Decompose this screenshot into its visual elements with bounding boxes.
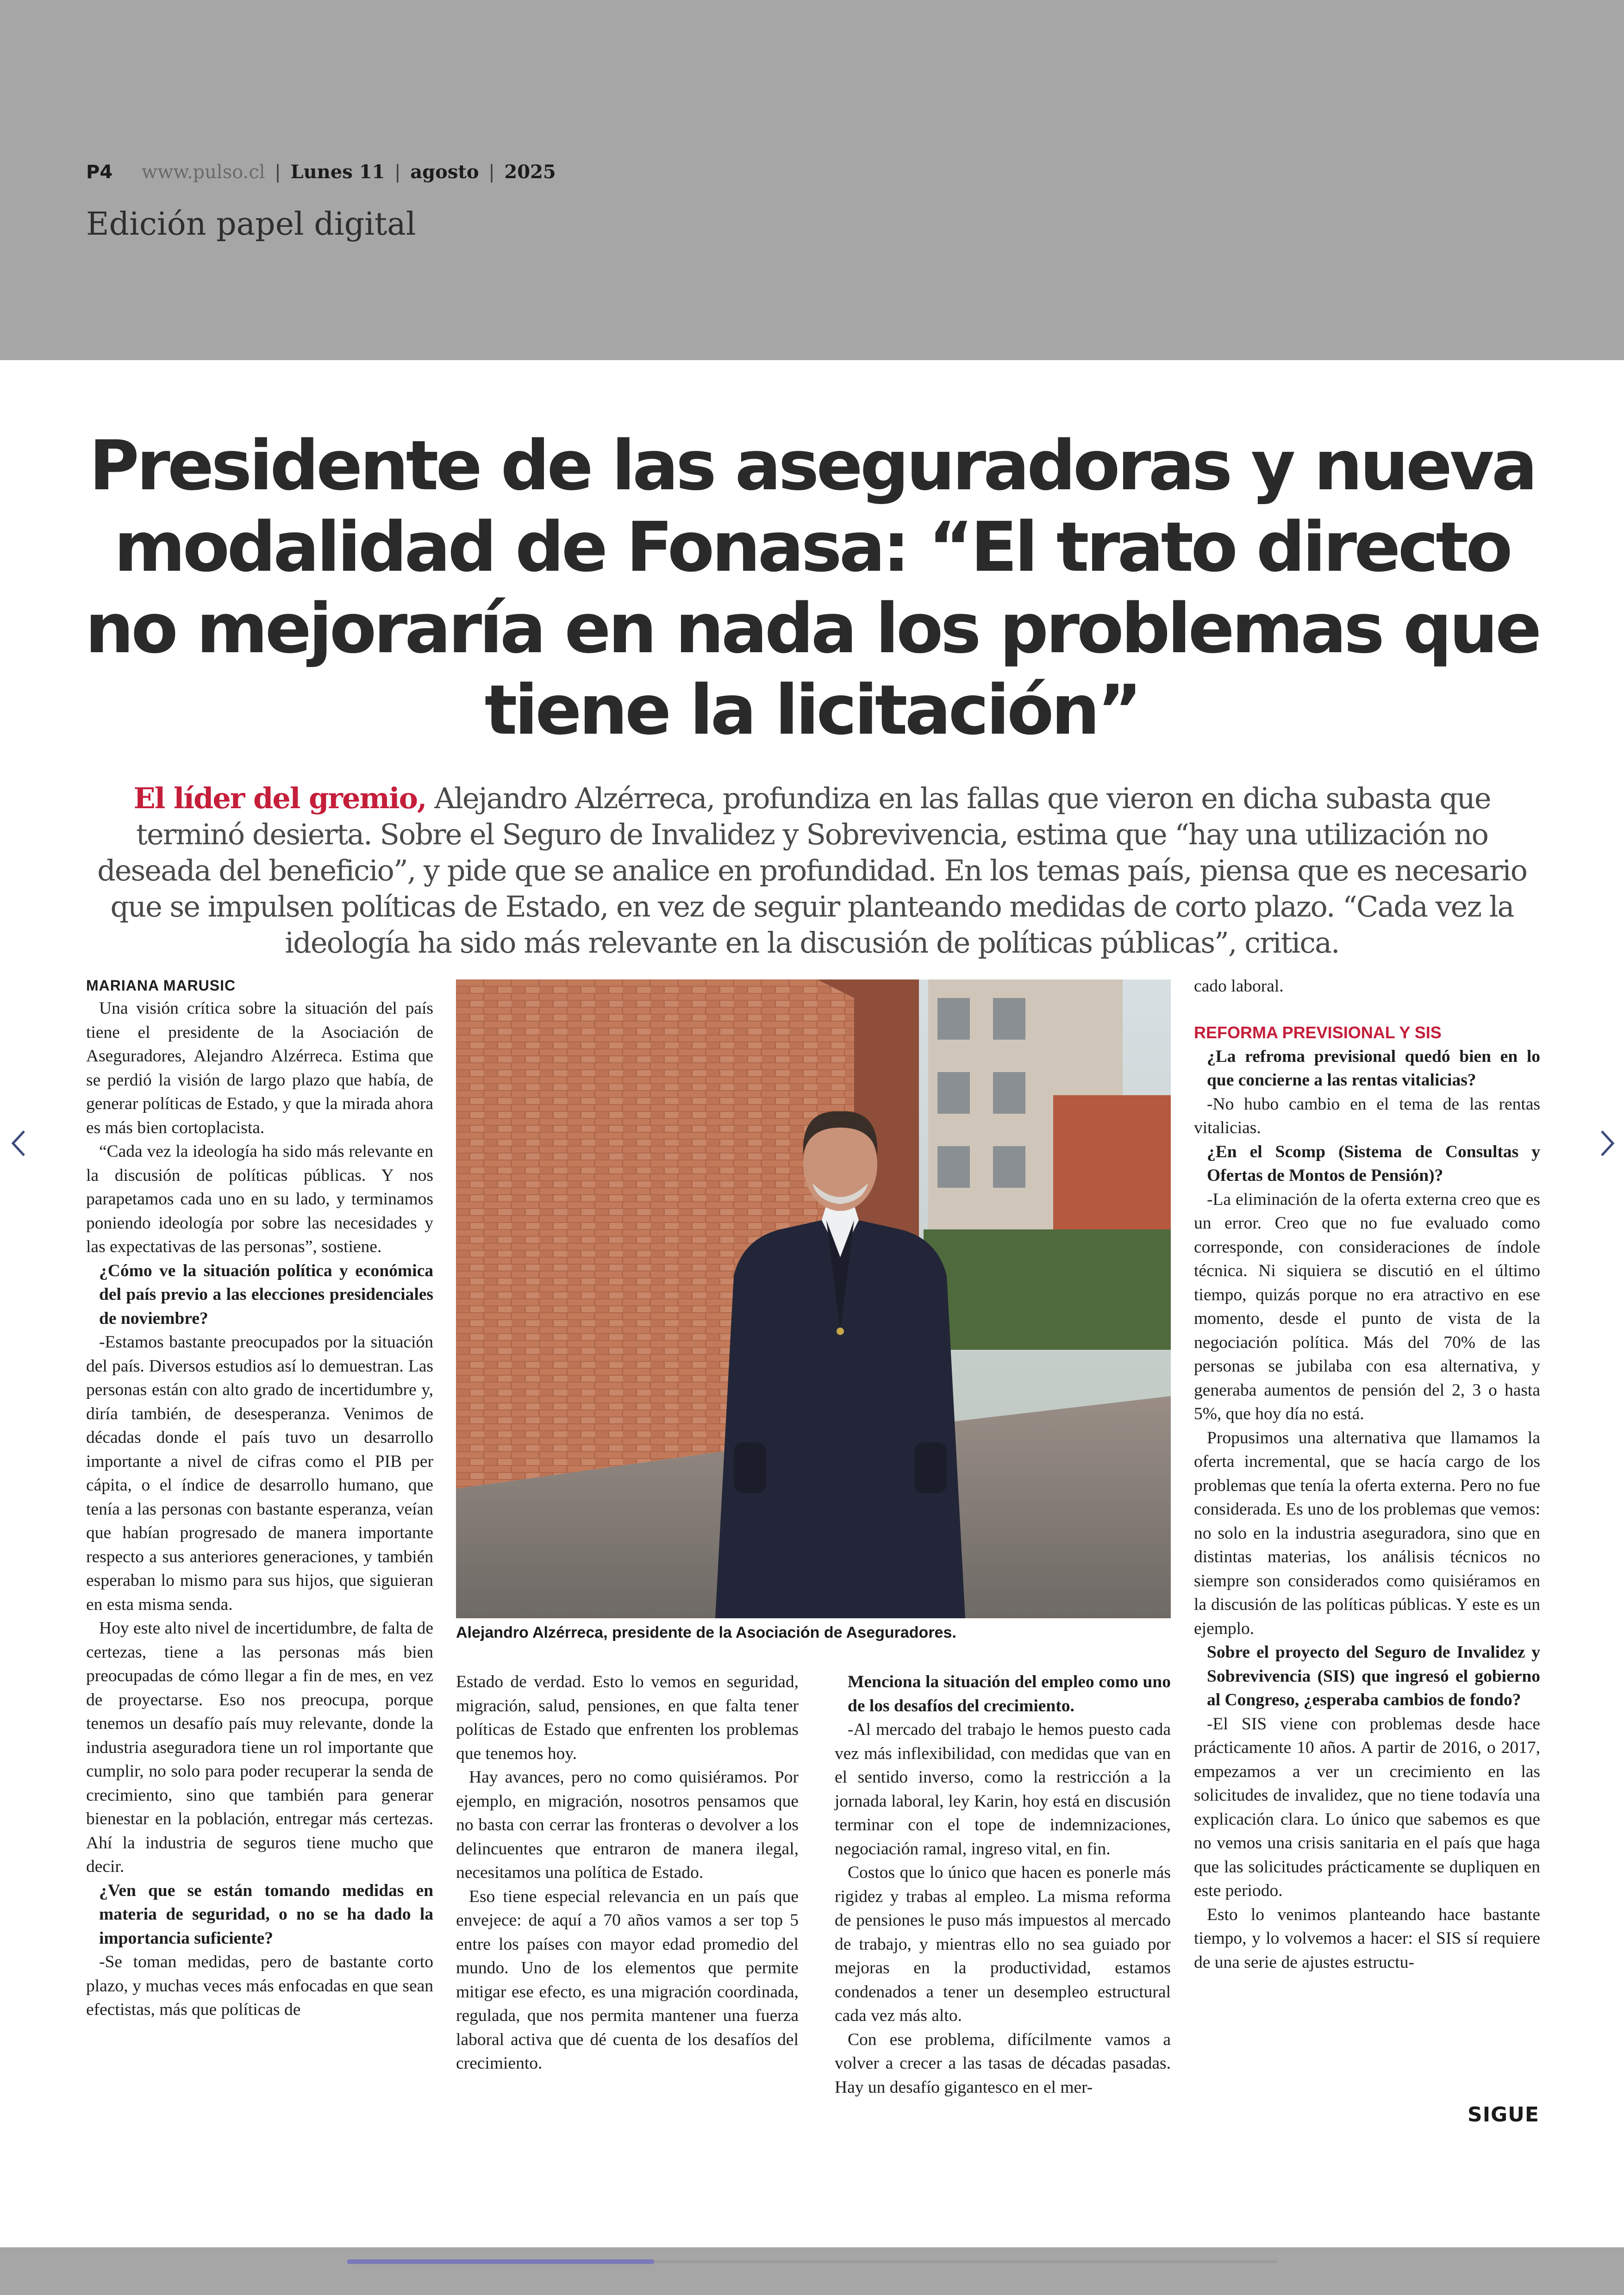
separator: |	[394, 162, 401, 183]
separator: |	[275, 162, 281, 183]
byline: MARIANA MARUSIC	[86, 977, 236, 994]
interview-question: Menciona la situación del empleo como uno de los desafíos del crecimiento.	[848, 1672, 1171, 1715]
interview-question: ¿Ven que se están tomando medidas en materia de seguridad, o no se ha dado la importancia suficiente?	[99, 1881, 433, 1948]
page-meta-line	[86, 161, 556, 183]
paragraph: Hay avances, pero no como quisiéramos. Por ejemplo, en migración, nosotros pensamos que no basta con cerrar las fronteras o devolver a los delincuentes que entraron de manera ilegal, necesitamos una política de Estado.	[456, 1768, 799, 1882]
article-column-3	[835, 1670, 1171, 2099]
paragraph: cado laboral.	[1194, 977, 1284, 996]
article-headline: Presidente de las aseguradoras y nueva modalidad de Fonasa: “El trato directo no mejoraría en nada los problemas que tiene la licitación”	[85, 426, 1539, 750]
interview-question: ¿En el Scomp (Sistema de Consultas y Ofertas de Montos de Pensión)?	[1207, 1142, 1540, 1185]
interview-answer: -El SIS viene con problemas desde hace prácticamente 10 años. A partir de 2016, o 2017, empezamos a ver un crecimiento en las solicitudes de invalidez, que no tiene todavía una explicación clara. Lo único que sabemos es que no vemos una crisis sanitaria en el país que haga que las solicitudes prácticamente se dupliquen en este periodo.	[1194, 1714, 1540, 1900]
section-label: REFORMA PREVISIONAL Y SIS	[1194, 1023, 1442, 1042]
interview-answer: -Al mercado del trabajo le hemos puesto cada vez más inflexibilidad, con medidas que van en el sentido inverso, como la restricción a la jornada laboral, ley Karin, hoy está en discusión terminar con el tope de indemnizaciones, negociación ramal, ingreso vital, en fin.	[835, 1720, 1171, 1858]
article-column-2	[456, 1670, 799, 2076]
paragraph: Costos que lo único que hacen es ponerle más rigidez y trabas al empleo. La misma reforma de pensiones le puso más impuestos al mercado de trabajo, y mientras ello no sea guiado por mejoras en la productividad, estamos condenados a tener un desempleo estructural cada vez más alto.	[835, 1863, 1171, 2025]
interview-answer: -Se toman medidas, pero de bastante corto plazo, y muchas veces más enfocadas en que sean efectistas, más que políticas de	[86, 1952, 433, 2019]
edition-label: Edición papel digital	[86, 206, 416, 243]
article-deck	[88, 780, 1536, 961]
paragraph: “Cada vez la ideología ha sido más relevante en la discusión de políticas públicas. Y nos parapetamos cada uno en su lado, y terminamos poniendo ideología por sobre las necesidades y las expectativas de las personas”, sostiene.	[86, 1142, 433, 1256]
interview-question: ¿Cómo ve la situación política y económica del país previo a las elecciones presidenciales de noviembre?	[99, 1261, 433, 1328]
chevron-left-icon[interactable]	[6, 1125, 33, 1162]
paragraph: Esto lo venimos planteando hace bastante tiempo, y lo volvemos a hacer: el SIS sí requiere de una serie de ajustes estructu-	[1194, 1905, 1540, 1972]
paragraph: Propusimos una alternativa que llamamos la oferta incremental, que se hacía cargo de los problemas que tenía la oferta externa. Pero no fue considerada. Es uno de los problemas que vemos: no solo en la industria aseguradora, sino que en distintas materias, los análisis técnicos no siempre son considerados como quisiéramos en la discusión de las políticas públicas. Y este es un ejemplo.	[1194, 1428, 1540, 1638]
interview-answer: -Estamos bastante preocupados por la situación del país. Diversos estudios así lo demuestran. Las personas están con alto grado de incertidumbre y, diría también, de desesperanza. Venimos de décadas donde el país tuvo un desarrollo importante a nivel de cifras como el PIB per cápita, o el índice de desarrollo humano, que tenía a las personas con bastante esperanza, veían que habían progresado de manera importante respecto a sus anteriores generaciones, y también esperaban lo mismo para sus hijos, que siguieran en esta misma senda.	[86, 1333, 433, 1614]
photo-caption: Alejandro Alzérreca, presidente de la Asociación de Aseguradores.	[456, 1624, 956, 1641]
deck-lead: El líder del gremio,	[133, 781, 426, 815]
site-url[interactable]: www.pulso.cl	[141, 162, 265, 183]
article-column-4	[1194, 974, 1540, 1974]
interview-answer: -La eliminación de la oferta externa creo que es un error. Creo que no fue evaluado como corresponde, con consideraciones de índole técnica. Ni siquiera se discutió en el último tiempo, quizás porque no era atractivo en ese momento, desde el punto de vista de la negociación política. Más del 70% de las personas se jubilaba con esa alternativa, y generaba aumentos de pensión del 2, 3 o hasta 5%, que hoy día no está.	[1194, 1190, 1540, 1423]
paragraph: Hoy este alto nivel de incertidumbre, de falta de certezas, tiene a las personas más bien preocupadas de cómo llegar a fin de mes, en vez de proyectarse. Eso nos preocupa, porque tenemos un desafío país muy relevante, donde la industria aseguradora tiene un rol importante que cumplir, no solo para poder recuperar la senda de crecimiento, sino que también para generar bienestar en la población, entregar más certezas. Ahí la industria de seguros tiene mucho que decir.	[86, 1619, 433, 1876]
reader-bottom-bar	[0, 2247, 1624, 2295]
paragraph: Eso tiene especial relevancia en un país que envejece: de aquí a 70 años vamos a ser top 5 entre los países con mayor edad promedio del mundo. Uno de los elementos que permite mitigar ese efecto, es una migración coordinada, regulada, que nos permita mantener una fuerza laboral activa que dé cuenta de los desafíos del crecimiento.	[456, 1887, 799, 2073]
page-number: P4	[86, 162, 113, 183]
article-photo	[456, 979, 1171, 1618]
chevron-right-icon[interactable]	[1593, 1125, 1620, 1162]
interview-question: Sobre el proyecto del Seguro de Invalidez y Sobrevivencia (SIS) que ingresó el gobierno al Congreso, ¿esperaba cambios de fondo?	[1207, 1643, 1540, 1709]
page-scrubber-thumb[interactable]	[347, 2259, 654, 2264]
paragraph: Con ese problema, difícilmente vamos a volver a crecer a las tasas de décadas pasadas. Hay un desafío gigantesco en el mer-	[835, 2030, 1171, 2097]
interview-question: ¿La refroma previsional quedó bien en lo que concierne a las rentas vitalicias?	[1207, 1047, 1540, 1090]
issue-day: Lunes 11	[290, 161, 385, 183]
top-toolbar	[0, 0, 1624, 360]
issue-year: 2025	[504, 161, 556, 183]
interview-answer: -No hubo cambio en el tema de las rentas vitalicias.	[1194, 1094, 1540, 1137]
article-column-1	[86, 974, 433, 2022]
deck-text: Alejandro Alzérreca, profundiza en las fallas que vieron en dicha subasta que terminó desierta. Sobre el Seguro de Invalidez y Sobrevivencia, estima que “hay una utilización no deseada del beneficio”, y pide que se analice en profundidad. En los temas país, piensa que es necesario que se impulsen políticas de Estado, en vez de seguir planteando medidas de corto plazo. “Cada vez la ideología ha sido más relevante en la discusión de políticas públicas”, critica.	[97, 781, 1527, 960]
paragraph: Estado de verdad. Esto lo vemos en seguridad, migración, salud, pensiones, en que falta tener políticas de Estado que enfrenten los problemas que tenemos hoy.	[456, 1672, 799, 1763]
separator: |	[488, 162, 495, 183]
continued-label: SIGUE	[1468, 2103, 1539, 2127]
issue-month: agosto	[410, 161, 479, 183]
paragraph: Una visión crítica sobre la situación del país tiene el presidente de la Asociación de Aseguradores, Alejandro Alzérreca. Estima que se perdió la visión de largo plazo que había, de generar políticas de Estado, y que la mirada ahora es más bien cortoplacista.	[86, 999, 433, 1137]
